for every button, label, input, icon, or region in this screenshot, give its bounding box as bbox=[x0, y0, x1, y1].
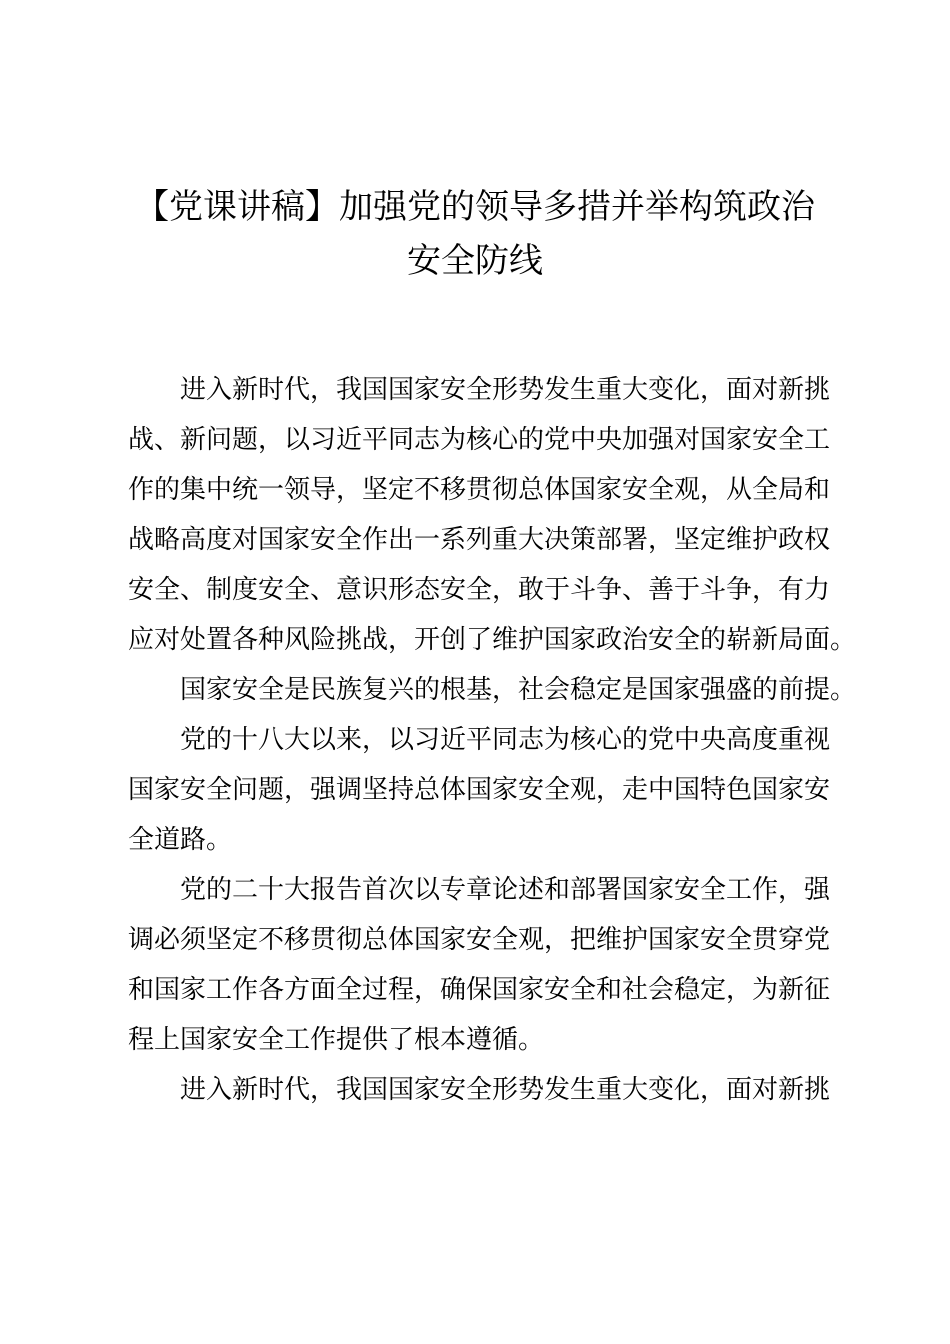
paragraph bbox=[128, 365, 857, 665]
title-line: 【党课讲稿】加强党的领导多措并举构筑政治 bbox=[135, 187, 815, 227]
paragraph-line: 党的十八大以来，以习近平同志为核心的党中央高度重视 bbox=[180, 725, 831, 755]
paragraph bbox=[128, 715, 830, 865]
paragraph-line: 和国家工作各方面全过程，确保国家安全和社会稳定，为新征 bbox=[128, 975, 831, 1005]
paragraph-line: 安全、制度安全、意识形态安全，敢于斗争、善于斗争，有力 bbox=[128, 575, 831, 605]
paragraph-line: 战略高度对国家安全作出一系列重大决策部署，坚定维护政权 bbox=[128, 525, 831, 555]
paragraph-line: 进入新时代，我国国家安全形势发生重大变化，面对新挑 bbox=[180, 1075, 831, 1105]
paragraph-line: 调必须坚定不移贯彻总体国家安全观，把维护国家安全贯穿党 bbox=[128, 925, 831, 955]
paragraph-line: 党的二十大报告首次以专章论述和部署国家安全工作，强 bbox=[180, 875, 831, 905]
paragraph-line: 应对处置各种风险挑战，开创了维护国家政治安全的崭新局面。 bbox=[128, 625, 857, 655]
title-line: 安全防线 bbox=[407, 241, 543, 281]
document-body bbox=[128, 365, 857, 1115]
paragraph-line: 全道路。 bbox=[128, 825, 233, 855]
paragraph bbox=[128, 665, 857, 715]
paragraph bbox=[128, 865, 830, 1065]
paragraph-line: 国家安全是民族复兴的根基，社会稳定是国家强盛的前提。 bbox=[180, 675, 857, 705]
paragraph bbox=[128, 1065, 830, 1115]
paragraph-line: 程上国家安全工作提供了根本遵循。 bbox=[128, 1025, 545, 1055]
paragraph-line: 作的集中统一领导，坚定不移贯彻总体国家安全观，从全局和 bbox=[128, 475, 831, 505]
document-title bbox=[100, 180, 850, 288]
paragraph-line: 进入新时代，我国国家安全形势发生重大变化，面对新挑 bbox=[180, 375, 831, 405]
paragraph-line: 战、新问题，以习近平同志为核心的党中央加强对国家安全工 bbox=[128, 425, 831, 455]
paragraph-line: 国家安全问题，强调坚持总体国家安全观，走中国特色国家安 bbox=[128, 775, 831, 805]
